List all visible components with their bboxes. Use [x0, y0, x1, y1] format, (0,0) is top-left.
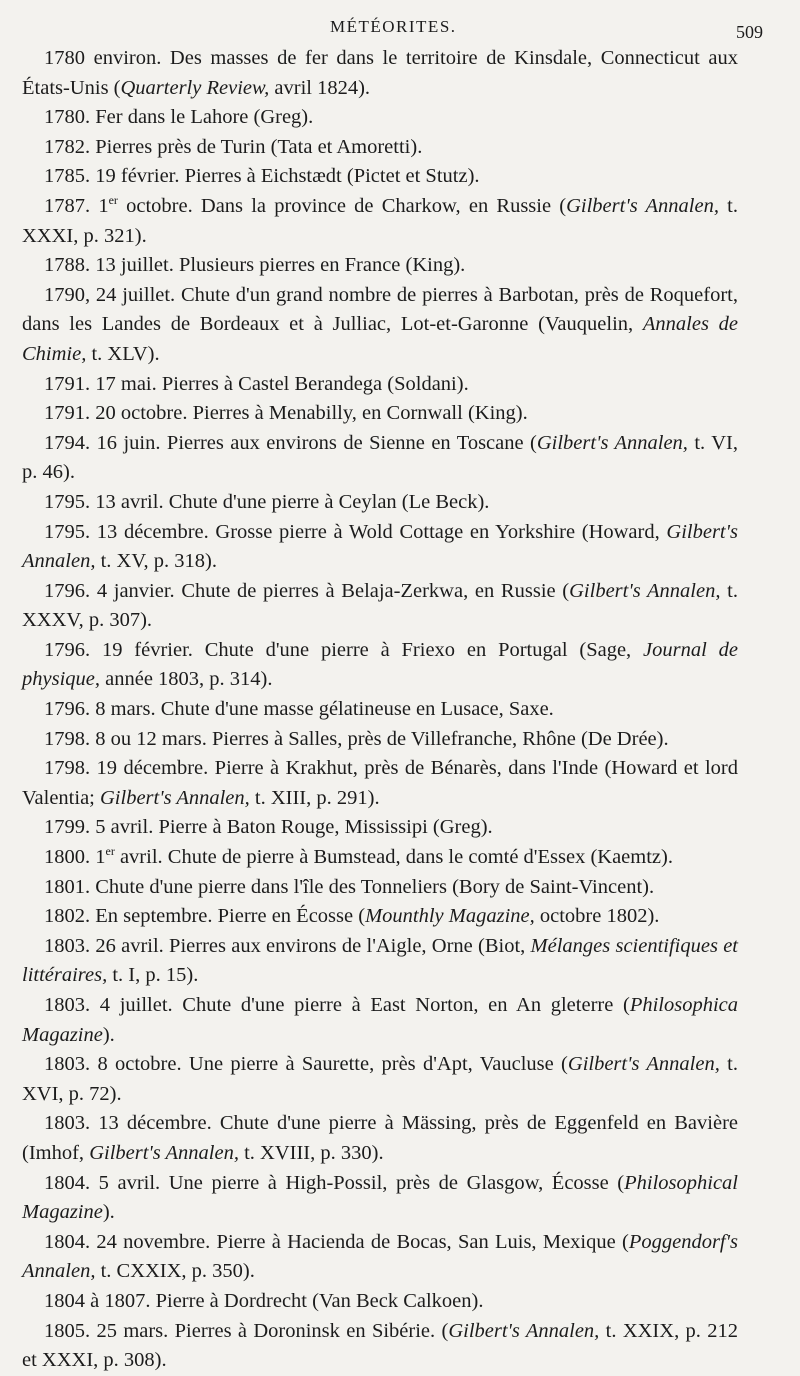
source-title: Philosophica Magazine: [22, 994, 738, 1046]
entry-text: octobre. Dans la province de Charkow, en Russie (: [117, 194, 567, 217]
source-title: Gilbert's Annalen,: [100, 786, 250, 809]
entry-text: 1795. 13 avril. Chute d'une pierre à Ceylan (Le Beck).: [44, 490, 490, 513]
meteorite-entry: [22, 192, 738, 251]
source-title: Poggendorf's Annalen,: [22, 1230, 738, 1283]
entry-text: 1790, 24 juillet. Chute d'un grand nombre de pierres à Barbotan, près de Roquefort, dans les Landes de Bordeaux et à Julliac, Lot-et-Garonne (Vauquelin,: [22, 283, 738, 336]
meteorite-entry: [22, 1169, 738, 1228]
entry-text: t. XV, p. 318).: [95, 550, 217, 573]
meteorite-entry: [22, 518, 738, 577]
entry-text: 1791. 20 octobre. Pierres à Menabilly, en Cornwall (King).: [44, 402, 528, 425]
entry-text: 1796. 8 mars. Chute d'une masse gélatineuse en Lusace, Saxe.: [44, 698, 554, 721]
page-header: [0, 0, 800, 48]
source-title: Gilbert's Annalen,: [566, 194, 719, 217]
meteorite-entry: [22, 370, 738, 400]
meteorite-entry: [22, 251, 738, 281]
source-title: Gilbert's Annalen,: [569, 579, 721, 602]
meteorite-entry: [22, 488, 738, 518]
source-title: Mélanges scientifiques et littéraires,: [22, 934, 738, 987]
meteorite-entry: [22, 873, 738, 903]
meteorite-entry: [22, 44, 738, 103]
source-title: Gilbert's Annalen,: [22, 520, 738, 573]
entry-text: année 1803, p. 314).: [100, 668, 273, 691]
entry-text: t. XXXV, p. 307).: [22, 579, 738, 632]
entry-text: 1801. Chute d'une pierre dans l'île des Tonneliers (Bory de Saint-Vincent).: [44, 875, 655, 898]
entry-text: t. CXXIX, p. 350).: [95, 1260, 255, 1283]
entry-text: 1804 à 1807. Pierre à Dordrecht (Van Beck Calkoen).: [44, 1289, 484, 1312]
meteorite-entry: [22, 577, 738, 636]
entry-text: 1798. 8 ou 12 mars. Pierres à Salles, près de Villefranche, Rhône (De Drée).: [44, 727, 669, 750]
entry-text: 1798. 19 décembre. Pierre à Krakhut, près de Bénarès, dans l'Inde (Howard et lord Valentia;: [22, 757, 738, 809]
source-title: Journal de physique,: [22, 638, 738, 691]
entry-text: 1799. 5 avril. Pierre à Baton Rouge, Mississipi (Greg).: [44, 816, 493, 839]
meteorite-entry: [22, 429, 738, 488]
page-number: 509: [736, 22, 763, 42]
entry-text: 1796. 4 janvier. Chute de pierres à Belaja-Zerkwa, en Russie (: [44, 579, 570, 602]
entry-text: t. I, p. 15).: [107, 964, 199, 987]
entry-text: avril 1824).: [269, 76, 371, 99]
entry-text: 1803. 4 juillet. Chute d'une pierre à East Norton, en An gleterre (: [44, 994, 630, 1016]
source-title: Gilbert's Annalen,: [536, 431, 688, 454]
chronology-list: [22, 44, 738, 1376]
source-title: Quarterly Review,: [120, 76, 270, 99]
entry-text: octobre 1802).: [534, 905, 660, 928]
entry-text: t. XLV).: [86, 342, 160, 365]
meteorite-entry: [22, 1287, 738, 1317]
meteorite-entry: [22, 813, 738, 843]
entry-text: t. VI, p. 46).: [22, 431, 738, 484]
source-title: Mounthly Magazine,: [365, 905, 535, 928]
meteorite-entry: [22, 695, 738, 725]
entry-text: 1780 environ. Des masses de fer dans le territoire de Kinsdale, Connecticut aux États-Unis (: [22, 47, 738, 99]
meteorite-entry: [22, 991, 738, 1050]
entry-text: 1800. 1: [44, 846, 106, 869]
meteorite-entry: [22, 932, 738, 991]
entry-text: ).: [102, 1023, 115, 1046]
meteorite-entry: [22, 1050, 738, 1109]
meteorite-entry: [22, 162, 738, 192]
entry-text: 1795. 13 décembre. Grosse pierre à Wold Cottage en Yorkshire (Howard,: [44, 520, 667, 543]
ordinal-superscript: er: [108, 193, 118, 208]
entry-text: 1785. 19 février. Pierres à Eichstædt (Pictet et Stutz).: [44, 165, 480, 188]
entry-text: 1796. 19 février. Chute d'une pierre à Friexo en Portugal (Sage,: [44, 638, 644, 661]
entry-text: 1805. 25 mars. Pierres à Doroninsk en Sibérie. (: [44, 1319, 449, 1342]
entry-text: 1804. 24 novembre. Pierre à Hacienda de Bocas, San Luis, Mexique (: [44, 1230, 629, 1253]
meteorite-entry: [22, 902, 738, 932]
meteorite-entry: [22, 103, 738, 133]
entry-text: avril. Chute de pierre à Bumstead, dans le comté d'Essex (Kaemtz).: [114, 846, 673, 869]
entry-text: 1803. 8 octobre. Une pierre à Saurette, près d'Apt, Vaucluse (: [44, 1053, 568, 1076]
meteorite-entry: [22, 399, 738, 429]
entry-text: 1803. 26 avril. Pierres aux environs de l'Aigle, Orne (Biot,: [44, 934, 531, 957]
meteorite-entry: [22, 1228, 738, 1287]
meteorite-entry: [22, 281, 738, 370]
entry-text: 1791. 17 mai. Pierres à Castel Berandega (Soldani).: [44, 372, 469, 395]
ordinal-superscript: er: [105, 844, 115, 859]
entry-text: 1802. En septembre. Pierre en Écosse (: [44, 905, 366, 928]
source-title: Gilbert's Annalen,: [448, 1319, 600, 1342]
entry-text: 1782. Pierres près de Turin (Tata et Amoretti).: [44, 135, 423, 158]
entry-text: t. XIII, p. 291).: [249, 786, 380, 809]
running-title: MÉTÉORITES.: [330, 17, 457, 36]
source-title: Philosophical Magazine: [22, 1171, 738, 1224]
entry-text: t. XVIII, p. 330).: [238, 1141, 384, 1164]
source-title: Annales de Chimie,: [22, 313, 738, 365]
entry-text: t. XXXI, p. 321).: [22, 194, 738, 247]
meteorite-entry: [22, 1109, 738, 1168]
meteorite-entry: [22, 636, 738, 695]
source-title: Gilbert's Annalen,: [567, 1053, 720, 1076]
meteorite-entry: [22, 843, 738, 873]
entry-text: t. XXIX, p. 212 et XXXI, p. 308).: [22, 1319, 739, 1372]
entry-text: 1803. 13 décembre. Chute d'une pierre à Mässing, près de Eggenfeld en Bavière (Imhof,: [22, 1112, 738, 1164]
source-title: Gilbert's Annalen,: [89, 1141, 239, 1164]
entry-text: ).: [102, 1201, 115, 1224]
entry-text: 1780. Fer dans le Lahore (Greg).: [44, 106, 314, 129]
entry-text: 1788. 13 juillet. Plusieurs pierres en France (King).: [44, 254, 466, 277]
entry-text: t. XVI, p. 72).: [22, 1053, 738, 1105]
meteorite-entry: [22, 133, 738, 163]
entry-text: 1794. 16 juin. Pierres aux environs de Sienne en Toscane (: [44, 431, 537, 454]
entry-text: 1787. 1: [44, 194, 109, 217]
meteorite-entry: [22, 1317, 738, 1376]
meteorite-entry: [22, 725, 738, 755]
entry-text: 1804. 5 avril. Une pierre à High-Possil, près de Glasgow, Écosse (: [44, 1171, 625, 1194]
meteorite-entry: [22, 754, 738, 813]
